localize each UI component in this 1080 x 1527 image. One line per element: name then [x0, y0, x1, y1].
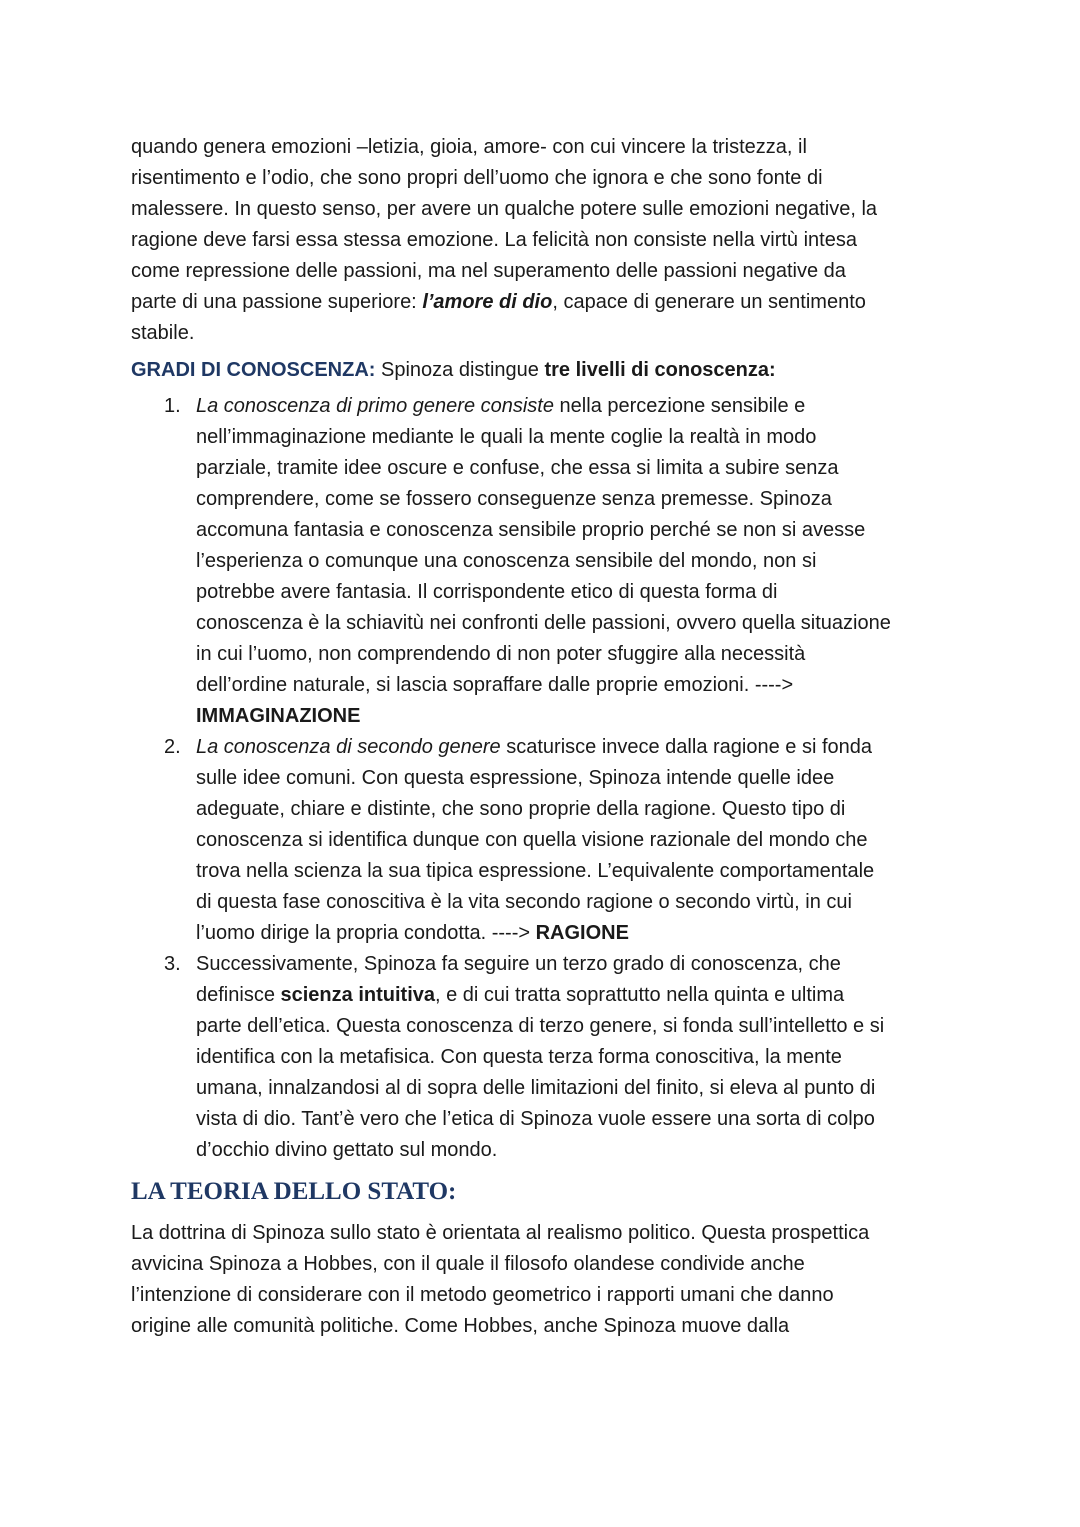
levels-list — [131, 391, 950, 1166]
gradi-lead: Spinoza distingue — [375, 359, 545, 381]
intro-text-part2: , capace di generare un sentimento stabile. — [131, 291, 866, 344]
level-text: scaturisce invece dalla ragione e si fonda sulle idee comuni. Con questa espressione, Spinoza intende quelle idee adeguate, chiare e distinte, che sono proprie della ragione. Questo tipo di conoscenza si identifica dunque con quella visione razionale del mondo che trova nella scienza la sua tipica espressione. L’equivalente comportamentale di questa fase conoscitiva è la vita secondo ragione o secondo virtù, in cui l’uomo dirige la propria condotta. ----> — [196, 736, 875, 944]
level-tail: , e di cui tratta soprattutto nella quinta e ultima parte dell’etica. Questa conoscenza di terzo genere, si fonda sull’intelletto e si identifica con la metafisica. Con questa terza forma conoscitiva, la mente umana, innalzandosi al di sopra delle limitazioni del finito, si eleva al punto di vista di dio. Tant’è vero che l’etica di Spinoza vuole essere una sorta di colpo d’occhio divino gettato sul mondo. — [196, 984, 885, 1161]
level-keyword: IMMAGINAZIONE — [196, 705, 361, 727]
level-text: nella percezione sensibile e nell’immaginazione mediante le quali la mente coglie la realtà in modo parziale, tramite idee oscure e confuse, che essa si limita a subire senza comprendere, come se fossero conseguenze senza premesse. Spinoza accomuna fantasia e conoscenza sensibile proprio perché se non si avesse l’esperienza o comunque una conoscenza sensibile del mondo, non si potrebbe avere fantasia. Il corrispondente etico di questa forma di conoscenza è la schiavitù nei confronti delle passioni, ovvero quella situazione in cui l’uomo, non comprendendo di non poter sfuggire alla necessità dell’ordine naturale, si lascia sopraffare dalle proprie emozioni. ----> — [196, 395, 891, 696]
gradi-lead-bold: tre livelli di conoscenza: — [544, 359, 776, 381]
intro-text-part1: quando genera emozioni –letizia, gioia, amore- con cui vincere la tristezza, il risentimento e l’odio, che sono propri dell’uomo che ignora e che sono fonte di malessere. In questo senso, per avere un qualche potere sulle emozioni negative, la ragione deve farsi essa stessa emozione. La felicità non consiste nella virtù intesa come repressione delle passioni, ma nel superamento delle passioni negative da parte di una passione superiore: — [131, 136, 878, 313]
level-keyword: scienza intuitiva — [280, 984, 435, 1006]
intro-paragraph — [131, 132, 950, 349]
section-title: LA TEORIA DELLO STATO: — [131, 1178, 457, 1205]
list-number: 3. — [164, 953, 181, 975]
level-italic: La conoscenza di primo genere consiste — [196, 395, 554, 417]
level-text: Successivamente, Spinoza fa seguire un terzo grado di conoscenza, che definisce — [196, 953, 841, 1006]
level-italic: La conoscenza di secondo genere — [196, 736, 501, 758]
level-keyword: RAGIONE — [535, 922, 629, 944]
list-number: 1. — [164, 395, 181, 417]
list-item — [131, 732, 950, 949]
intro-emphasis: l’amore di dio — [422, 291, 553, 313]
stato-paragraph: La dottrina di Spinoza sullo stato è orientata al realismo politico. Questa prospettica avvicina Spinoza a Hobbes, con il quale il filosofo olandese condivide anche l’intenzione di considerare con il metodo geometrico i rapporti umani che danno origine alle comunità politiche. Come Hobbes, anche Spinoza muove dalla — [131, 1222, 870, 1337]
list-item — [131, 391, 950, 732]
gradi-heading: GRADI DI CONOSCENZA: — [131, 359, 376, 381]
list-number: 2. — [164, 736, 181, 758]
gradi-heading-line — [131, 355, 950, 391]
list-item — [131, 949, 950, 1166]
